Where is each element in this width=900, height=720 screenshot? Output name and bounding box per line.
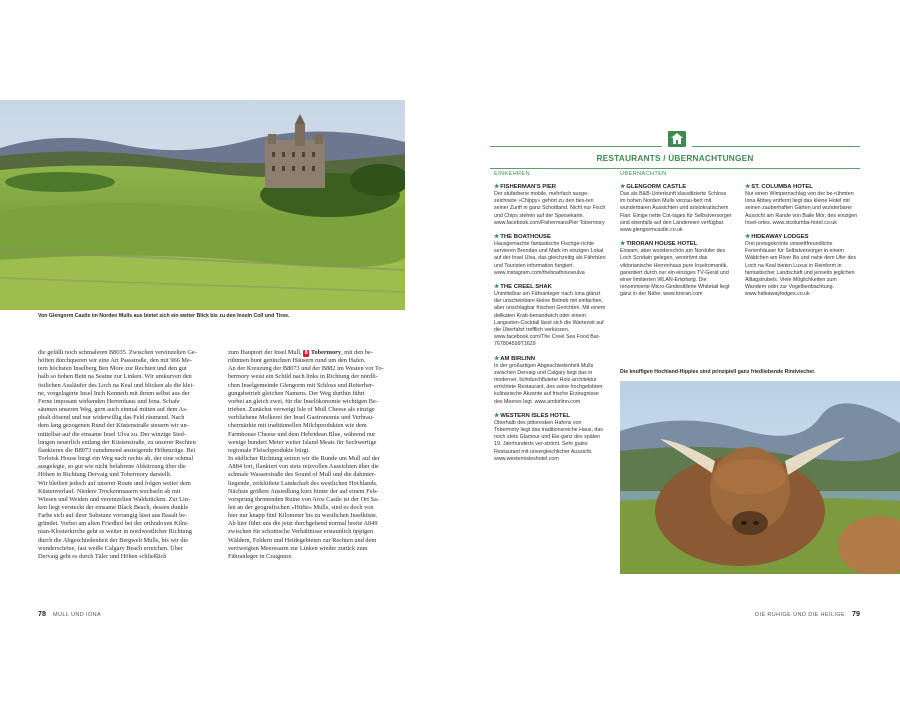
listing-description: Der stufarbene mobile, mehrfach ausge-zeichnete »Chippy« gehört zu den bes-ten seiner Zunft in ganz Schottland. Nicht nur Fisch und Chips stehen auf der Speisekarte. www.facebook.com/FishermansPier Tobermory [494,191,606,226]
body-line: hier nur knapp fünf Kilometer bis zu westlichen Inselküste. [228,512,378,520]
body-line: Wäldern, Feldern und Heidegebieten zur Rechten und dem [228,536,377,544]
body-line: phalt dösend und nur widerwillig das Feld räumend. Nach [38,414,185,422]
body-line: chermärkte mit traditionellen Milchprodukten wie dem [228,422,367,430]
listing-description: Einsam, aber wunderschön am Nordufer des Loch Scridain gelegen, verströmt das viktorianische Herrenhaus pure Inselromantik, garantiert durch nur ein einziges TV-Gerät und einer limitierten WLAN-Empfang. Die renommierte Micro-Gindestillerie Whitetail liegt gänz in der Nähe. www.tiroran.com [620,248,730,298]
running-head: DIE RUHIGE UND DIE HEILIGE [755,612,845,618]
body-line: An der Kreuzung der B8073 und der B882 im Westen vor To- [228,365,384,373]
listing-name: TIRORAN HOUSE HOTEL [626,241,698,248]
star-icon: ★ [494,412,500,419]
einkehren-heading: EINKEHREN [494,171,530,177]
body-line: Wir bleiben jedoch auf unserer Route und folgen weiter dem [38,479,191,487]
body-line: Torloisk House biegt ein Weg nach rechts ab, der eine schmal [38,455,194,463]
listing-description: Unmittelbar am Fähranleger nach Iona glänzt der unscheinbare kleine Betrieb mit einfachen, aber unschlagbar frischen Gerichten. Mit einem delikaten Krab-benandwich oder einem Langusten-Cocktail lässt sich die Wartezeit auf die Überfahrt trefflich verkürzen. www.facebook.com/The Creel Sea Food Bar-767804599T1629 [494,291,606,348]
cow-photo-caption: Die knuffigen Hochland-Hippies sind prinzipiell ganz friedliebende Rindviecher. [620,369,816,375]
body-line: zwischen für schottische Verhältnisse erstaunlich üppigen [228,528,374,536]
restaurant-column [494,183,607,469]
highland-cow-photo [620,381,900,574]
body-line: wunderschöne, fast weiße Calgary Beach erreichen. Über [38,544,183,552]
body-line: gungsbetrieb gleichen Namens. Der Weg dorthin führt [228,389,365,397]
listing-entry [620,183,733,234]
hotel-column-2 [745,183,858,305]
body-line: In südlicher Richtung setzen wir die Runde um Mull auf der [228,455,380,463]
listing-name: ST. COLUMBA HOTEL [751,184,813,190]
body-line: mittelbar auf die einsame Insel Ulva zu. Der winzige Sied- [38,430,186,438]
body-line: Höhen in Richtung Dervaig und Tobermory darstellt. [38,471,172,479]
body-line: schmale Wasserstraße des Sound of Mull und die dahinter- [228,471,376,479]
listing-entry [494,183,607,227]
body-line: dem lang gezogenen Rund der Küstenstraße steuern wir un- [38,422,189,430]
body-text: zum Hauptort der Insel Mull, [228,349,302,356]
highland-cow-image [620,381,900,574]
body-line: chen Inselgemeinde Glengorm mit Schloss und Reiterher- [228,381,375,389]
hotel-column-1 [620,183,733,305]
listing-description: Nur einen Wimpernschlag von der be-rühmten Iona Abbey entfernt liegt das kleine Hotel mit seinen zauberhaften Gärten und wunderbarer Aussicht am Rande von Baile Mòr, des einzigen Insel-ortes. www.stcolumba-hotel.co.uk [745,191,858,226]
body-line: Dervaig geht es durch Täler und Höhen schließlich [38,552,167,560]
body-line: liegende, zerklüftete Landschaft des westlichen Hochlands. [228,479,378,487]
place-name: Tobermory [310,349,342,356]
listing-entry [745,183,858,227]
listing-name: AM BIRLINN [500,355,535,362]
body-line: lungen neuerlich entlang der Küstenstraße, zu unserer Rechten [38,438,196,446]
body-line: ne, vorgelagerte Insel Inch Kenneth mit ihrem selbst aus der [38,389,190,397]
body-line: ausgelegte, so gut wie nicht befahrene Abkürzung über die [38,463,186,471]
body-line: bermory weist ein Schild nach links in Richtung der nördli- [228,373,378,381]
body-line: gründet. Vorbei am alten Friedhof bei der orthodoxen Kilni- [38,520,190,528]
body-line: Wiesen und Weiden und vereinzelten Waldstücken. Zur Lin- [38,495,191,503]
body-line: flankieren die B8073 zunehmend ansteigende Höhenzüge. Bei [38,446,196,454]
body-line: Küstenverlauf. Niedere Trockenmauern wechseln ab mit [38,487,181,495]
body-line: Ferne imposant wirkenden Herrenhaus und Iona. Schafe [38,397,180,405]
listing-name: THE CREEL SHAK [500,284,552,291]
section-title: RESTAURANTS / ÜBERNACHTUNGEN [596,153,754,163]
tour-stop-badge: 8 [304,350,308,356]
body-line: die gefällt noch schmaleren B8035. Zwischen vereinzelten Ge- [38,349,197,356]
page-number: 79 [852,609,860,618]
listing-name: FISHERMAN'S PIER [500,184,557,190]
body-line: säumen unseren Weg, gern auch einmal mitten auf dem As- [38,406,188,414]
listing-name: HIDEAWAY LODGES [751,234,809,241]
star-icon: ★ [745,234,751,241]
listing-entry [494,355,607,406]
listing-description: Das als B&B-Unterkunft klassifizierte Schloss im hohen Norden Mulls verzau-bert mit wunderbaren Aussichten und aristokratischem Flair. Einige nette Cot-tages für Selbstversorger sind ebenfalls auf den Ländereien verfügbar. www.glengormcastle.co.uk [620,191,732,234]
body-line: verbliebene Molkerei der Insel Gastronomie und Verbrau- [228,414,375,422]
uebernachten-heading: ÜBERNACHTEN [620,171,667,177]
listing-name: THE BOATHOUSE [500,234,551,241]
listing-entry [494,412,607,463]
listing-entry [745,233,858,299]
body-line: höften durchqueren wir eine Art Passstraße, den mit 966 Me- [38,357,192,365]
castle-photo [0,100,405,310]
listing-entry [620,240,733,298]
body-line: Fähranleger in Craignure. [228,552,293,560]
body-line: nian-Klosterkirche geht es weiter in nordwestlicher Richtung [38,528,192,536]
castle-landscape-image [0,100,405,310]
body-line: ken liegt versteckt der einsame Black Beach, dessen dunkle [38,503,189,511]
listing-description: Drei preisgekrönte umweltfreundliche Ferienhäuser für Selbstversorger in einem Wäldchen am River Ba und nahe dem Ufer des Loch na Keal bieten Luxus in Reinform in fantastischer Landschaft und jenseits jeglichen Alltagstrubels. Viele Möglichkeiten zum Wandern oder zur Vogelbeobachtung. www.hideawaylodges.co.uk [745,241,856,298]
star-icon: ★ [494,234,500,241]
listing-entry [494,283,607,349]
running-head: MULL UND IONA [53,612,102,618]
body-line: len an der geografischen »Hüfte« Mulls, sind es doch von [228,503,374,511]
listing-description: Oberhalb des pittoresken Hafens von Tobermory liegt das traditionsreiche Haus, das noch stets Glamour und Ele-ganz des späten 19. Jahrhunderts ver-strömt. Sehr gutes Restaurant mit unvergleichlicher Aussicht. www.westernisleshotel.com [494,419,603,462]
body-line: tern höchsten Inselberg Ben More zur Rechten und den gut [38,365,187,373]
star-icon: ★ [745,184,751,190]
listing-name: GLENGORM CASTLE [626,184,687,190]
star-icon: ★ [620,241,626,248]
listing-entry [494,233,607,277]
body-line: verzweigten Meeresarm zur Linken wieder zurück zum [228,544,368,552]
body-line: wenige hundert Meter weiter Island Meats für Sechwertige [228,438,377,446]
body-line: durch die Abgeschiedenheit der Bergwelt Mulls, bis wir die [38,536,189,544]
body-line: regionale Fleischprodukte bürgt. [228,446,310,454]
page-number: 78 [38,609,46,618]
body-text-column-2 [228,349,405,561]
castle-photo-caption: Von Glengorm Castle im Norden Mulls aus bietet sich ein weiter Blick bis zu den Inseln Coll und Tiree. [38,313,290,319]
star-icon: ★ [494,284,500,291]
body-line: Nächste größere Ansiedlung kurz hinter der auf einem Fels- [228,487,379,495]
body-text: , mit den be- [341,349,373,356]
body-line-with-badge [228,349,405,357]
body-line: Farmhouse Cheese und dem Hebridean Blue, während nur [228,430,376,438]
listing-name: WESTERN ISLES HOTEL [500,412,570,419]
listing-description: In der großartigen Abgeschiedenheit Mulls zwischen Dervaig und Calgary liegt das in moderner, lichtdurchfluteter Holz-architektur errichtete Restaurant, des seine hochgelobten kulinarische Akzente auf frische Erzeugnisse des Meeres legt. www.ambirlinn.com [494,362,603,405]
body-line: A884 fort, flankiert von stets reizvollen Aussichten über die [228,463,379,471]
star-icon: ★ [494,184,500,190]
divider-line [490,146,662,147]
house-icon [668,131,686,147]
body-line: rühmten bunt getünchten Häusern rund um den Hafen. [228,357,366,365]
body-line: trieben. Zunächst verweigt Isle of Mull Cheese als einzige [228,406,375,414]
star-icon: ★ [620,184,626,190]
divider-line [692,146,860,147]
body-line: östlichen Ausläufer des Loch na Keal und blicken als die klei- [38,381,195,389]
listing-description: Hausgemachte fantastische Fischge-richte servieren Brendan und Mark im einzigen Lokal auf der Insel Ulva, das gleichzeitig als Fährbüro und Touristen information fungiert. www.instagram.com/theboathouseulva [494,241,606,276]
body-line: vorbei an gleich zwei, für die Inselökonomie wichtigen Be- [228,397,378,405]
body-text-column-1 [38,349,215,561]
divider-line [490,168,860,169]
right-folio [730,609,860,618]
left-folio [38,609,101,618]
body-line: Ab hier führt uns die jetzt durchgehend normal breite A849 [228,520,378,528]
body-line: Farbe sich auf ihrer Substanz vorrangig lässt aus Basalt be- [38,512,188,520]
body-line: vorsprung thronenden Ruine von Aros Castle ist der Ort Sa- [228,495,379,503]
body-line: halb so hohen Bein na Seaine zur Linken. Wir umkurven den [38,373,192,381]
star-icon: ★ [494,355,500,362]
